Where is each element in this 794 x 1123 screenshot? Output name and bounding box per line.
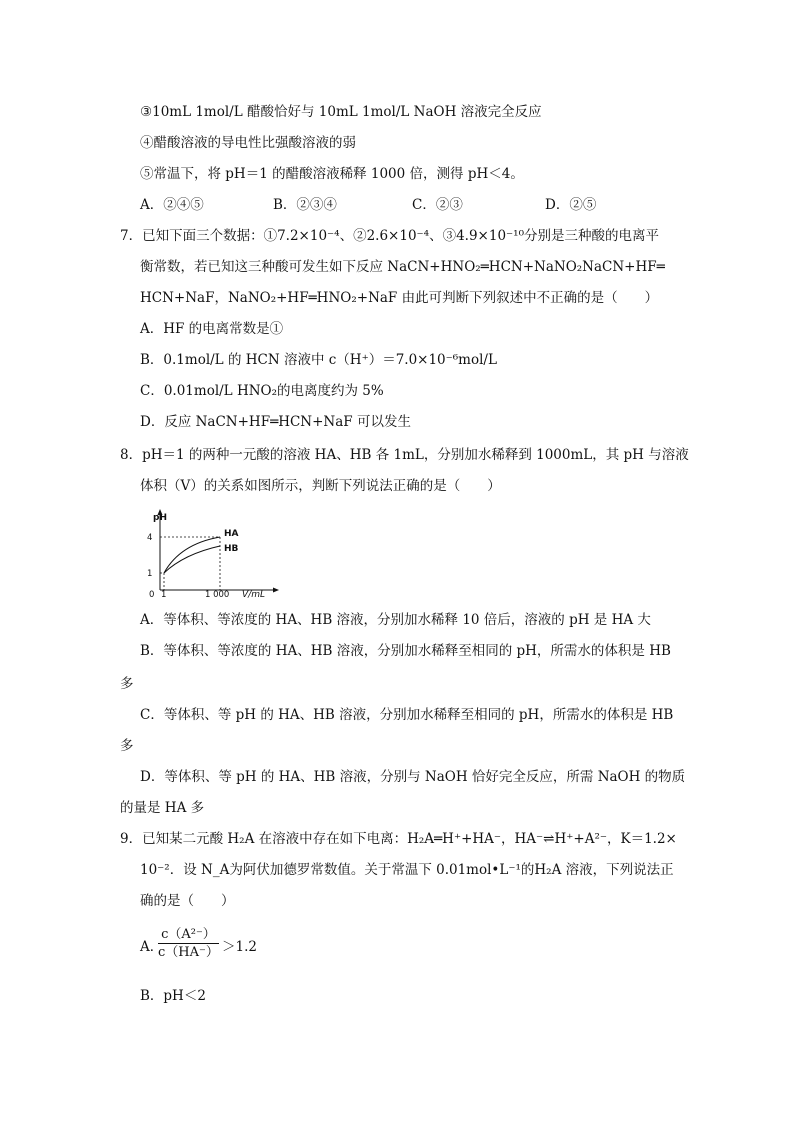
q9-option-a-suffix: ＞1.2 bbox=[222, 939, 257, 955]
statement-5: ⑤常温下，将 pH＝1 的醋酸溶液稀释 1000 倍，测得 pH＜4。 bbox=[140, 166, 524, 182]
q7-option-c: C．0.01mol/L HNO₂的电离度约为 5% bbox=[140, 383, 384, 399]
q8-stem-line2: 体积（V）的关系如图所示，判断下列说法正确的是（ ） bbox=[140, 478, 501, 494]
q8-stem-line1: 8．pH＝1 的两种一元酸的溶液 HA、HB 各 1mL，分别加水稀释到 1000mL，其 pH 与溶液 bbox=[120, 447, 689, 463]
y-tick-1: 1 bbox=[147, 569, 153, 579]
q8-option-b-line2: 多 bbox=[120, 676, 134, 692]
q8-option-b-line1: B．等体积、等浓度的 HA、HB 溶液，分别加水稀释至相同的 pH，所需水的体积是 HB bbox=[140, 643, 671, 659]
statement-4: ④醋酸溶液的导电性比强酸溶液的弱 bbox=[140, 135, 356, 151]
q6-option-c: C．②③ bbox=[412, 197, 463, 213]
statement-3: ③10mL 1mol/L 醋酸恰好与 10mL 1mol/L NaOH 溶液完全反应 bbox=[140, 104, 542, 120]
q8-option-d-line1: D．等体积、等 pH 的 HA、HB 溶液，分别与 NaOH 恰好完全反应，所需 NaOH 的物质 bbox=[140, 769, 686, 785]
legend-hb: HB bbox=[224, 544, 239, 554]
x-axis-label: V/mL bbox=[242, 590, 265, 598]
ph-volume-chart-svg bbox=[140, 506, 290, 598]
x-tick-1000: 1 000 bbox=[205, 590, 230, 598]
legend-ha: HA bbox=[224, 529, 239, 539]
q7-option-a: A．HF 的电离常数是① bbox=[140, 321, 284, 337]
q7-stem-line2: 衡常数，若已知这三种酸可发生如下反应 NaCN+HNO₂═HCN+NaNO₂NaCN+HF═ bbox=[140, 259, 665, 275]
q9-option-a-fraction bbox=[158, 928, 219, 959]
y-axis-label: pH bbox=[153, 513, 167, 523]
fraction-denominator: c（HA⁻） bbox=[158, 945, 219, 960]
q7-option-d: D．反应 NaCN+HF═HCN+NaF 可以发生 bbox=[140, 414, 411, 430]
x-tick-1: 1 bbox=[161, 590, 167, 598]
y-tick-4: 4 bbox=[147, 533, 153, 543]
ph-volume-chart bbox=[140, 506, 290, 598]
fraction-numerator: c（A²⁻） bbox=[158, 928, 219, 944]
q9-option-a-prefix: A． bbox=[140, 939, 164, 955]
q6-option-d: D．②⑤ bbox=[545, 197, 597, 213]
q7-stem-line1: 7．已知下面三个数据：①7.2×10⁻⁴、②2.6×10⁻⁴、③4.9×10⁻¹⁰分别是三种酸的电离平 bbox=[120, 228, 659, 244]
q8-option-d-line2: 的量是 HA 多 bbox=[120, 800, 205, 816]
q6-option-b: B．②③④ bbox=[273, 197, 337, 213]
q9-option-b: B．pH＜2 bbox=[140, 988, 206, 1004]
q7-stem-line3: HCN+NaF，NaNO₂+HF═HNO₂+NaF 由此可判断下列叙述中不正确的是（ ） bbox=[140, 290, 659, 306]
q9-stem-line2: 10⁻²．设 N_A为阿伏加德罗常数值。关于常温下 0.01mol•L⁻¹的H₂A 溶液，下列说法正 bbox=[140, 862, 674, 878]
q9-stem-line1: 9．已知某二元酸 H₂A 在溶液中存在如下电离：H₂A═H⁺+HA⁻，HA⁻⇌H⁺+A²⁻，K＝1.2× bbox=[120, 831, 677, 847]
curve-hb bbox=[164, 546, 220, 573]
q6-option-a: A．②④⑤ bbox=[140, 197, 204, 213]
q9-stem-line3: 确的是（ ） bbox=[140, 893, 235, 909]
q8-option-c-line2: 多 bbox=[120, 738, 134, 754]
q7-option-b: B．0.1mol/L 的 HCN 溶液中 c（H⁺）＝7.0×10⁻⁶mol/L bbox=[140, 352, 497, 368]
x-tick-0: 0 bbox=[149, 590, 155, 598]
q8-option-c-line1: C．等体积、等 pH 的 HA、HB 溶液，分别加水稀释至相同的 pH，所需水的体积是 HB bbox=[140, 707, 674, 723]
x-axis-arrow bbox=[273, 588, 279, 593]
q8-option-a: A．等体积、等浓度的 HA、HB 溶液，分别加水稀释 10 倍后，溶液的 pH 是 HA 大 bbox=[140, 612, 651, 628]
